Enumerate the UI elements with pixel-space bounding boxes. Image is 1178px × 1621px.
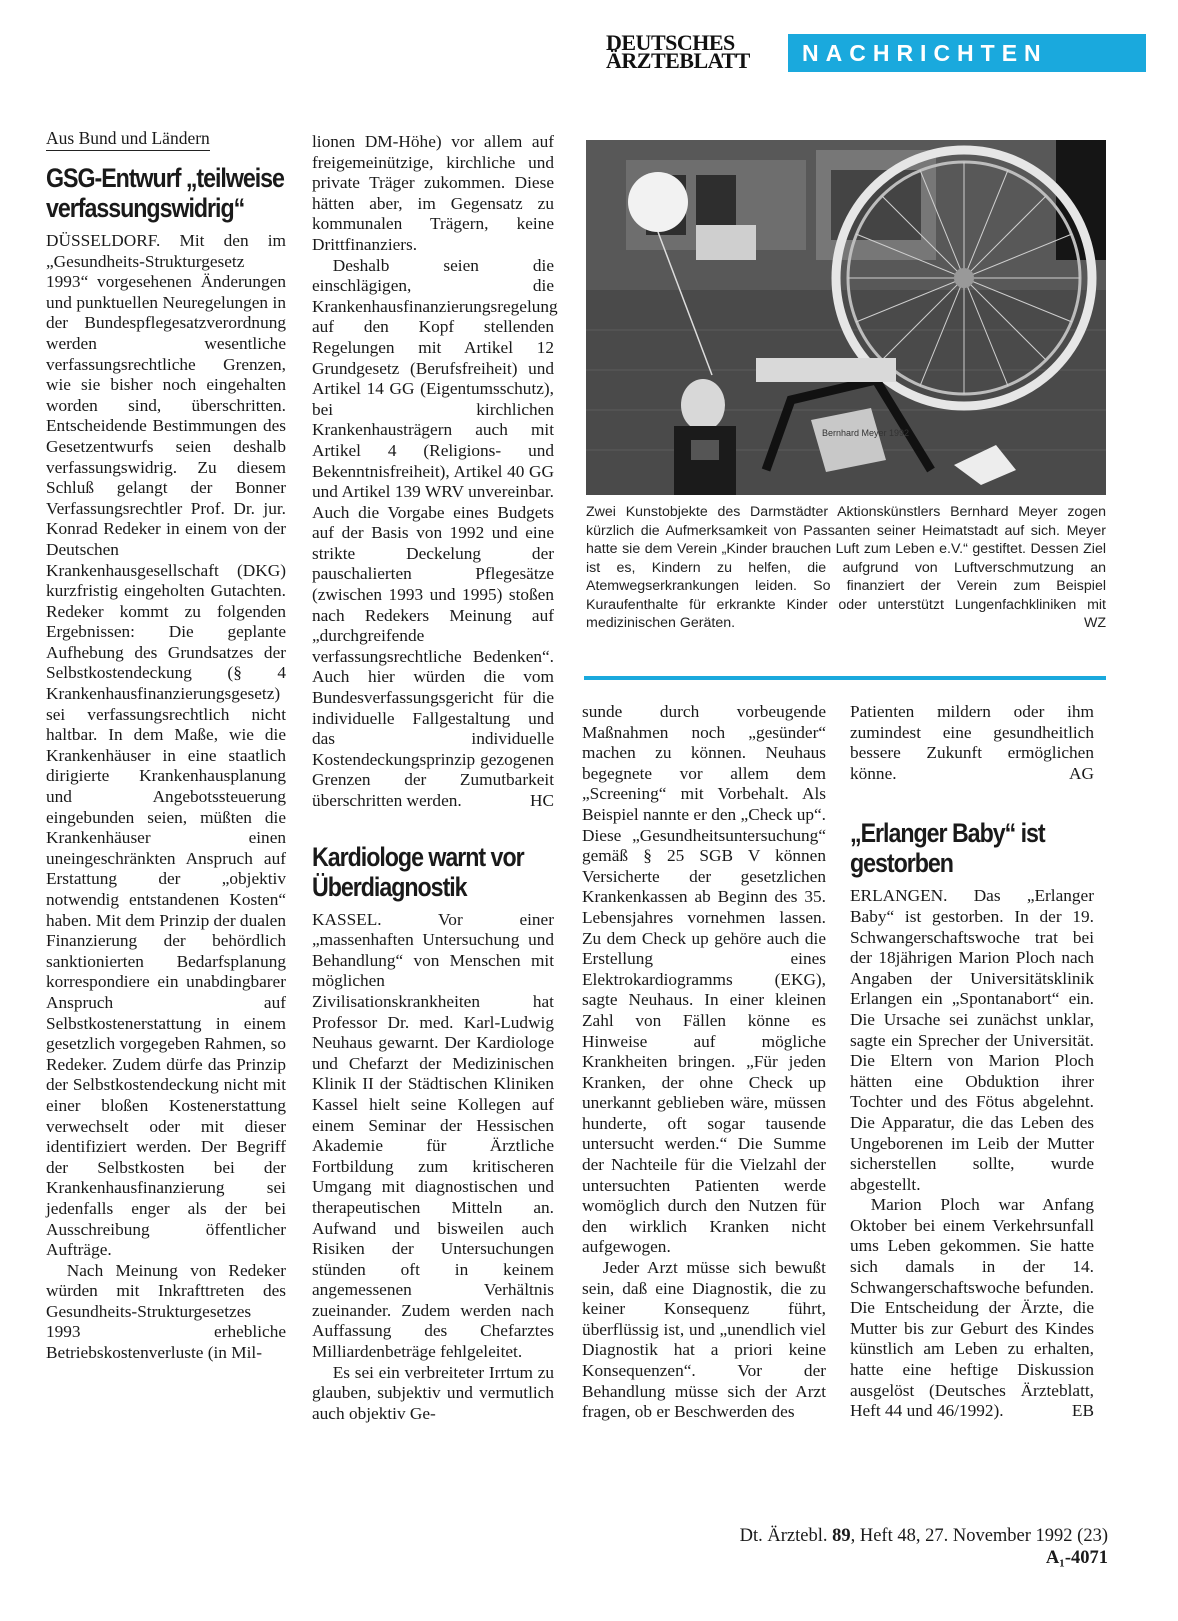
article2-paragraph-3a: Jeder Arzt müsse sich bewußt sein, daß eine Diagnostik, die zu keiner Konsequenz führt, überflüssig ist, und „unendlich viel Diagnostik hat a priori keine Konsequenzen“. Vor der Behandlung müsse sich der Arzt fragen, ob er Beschwerden des (582, 1258, 826, 1422)
article2-paragraph-2a: Es sei ein verbreiteter Irrtum zu glauben, subjektiv und vermutlich auch objektiv Ge- (312, 1362, 554, 1423)
column-1 (46, 127, 286, 1364)
article1-headline: GSG-Entwurf „teilweise verfassungswidrig“ (46, 163, 284, 223)
article2-headline: Kardiologe warnt vor Überdiagnostik (312, 841, 524, 902)
caption-text: Zwei Kunstobjekte des Darmstädter Aktionskünstlers Bernhard Meyer zogen kürzlich die Aufmerksamkeit von Passanten seiner Heimatstadt auf sich. Meyer hatte sie dem Verein „Kinder brauchen Luft zum Leben e.V.“ gestiftet. Dessen Ziel ist es, Kindern zu helfen, die aufgrund von Luftverschmutzung an Atemwegserkrankungen leiden. So finanziert der Verein zum Beispiel Kuraufenthalte für erkrankte Kinder oder unterstützt Lungenfachkliniken mit medizinischen Geräten. (586, 504, 1106, 631)
article2-paragraph-3b: Patienten mildern oder ihm zumindest eine gesundheitlich bessere Zukunft ermöglichen könne. AG (850, 702, 1094, 783)
section-divider (584, 676, 1106, 680)
article2-paragraph-2b: sunde durch vorbeugende Maßnahmen noch „gesünder“ machen zu können. Neuhaus begegnete vor allem dem „Screening“ mit Vorbehalt. Als Beispiel nannte er den „Check up“. Diese „Gesundheitsuntersuchung“ gemäß § 25 SGB V können Versicherte der gesetzlichen Krankenkassen ab Beginn des 35. Lebensjahres vornehmen lassen. Zu dem Check up gehöre auch die Erstellung eines Elektrokardiogramms (EKG), sagte Neuhaus. In einer kleinen Zahl von Fällen könne es Hinweise auf mögliche Krankheiten bringen. „Für jeden Kranken, der ohne Check up unerkannt geblieben wäre, müssen hunderte, oft sogar tausende untersucht werden.“ Die Summe der Nachteile für die Vielzahl der untersuchten Patienten werde womöglich durch den Nutzen für den wirklich Kranken nicht aufgewogen. (582, 702, 826, 1257)
article3-signature: EB (1071, 1401, 1094, 1421)
article2-paragraph-1: KASSEL. Vor einer „massenhaften Untersuchung und Behandlung“ von Menschen mit möglichen Zivilisationskrankheiten hat Professor Dr. med. Karl-Ludwig Neuhaus gewarnt. Der Kardiologe und Chefarzt der Medizinischen Klinik II der Städtischen Kliniken Kassel hielt seine Kollegen auf einem Seminar der Hessischen Akademie für Ärztliche Fortbildung zum kritischeren Umgang mit diagnostischen und therapeutischen Mitteln an. Aufwand und bisweilen auch Risiken der Untersuchungen stünden oft in keinem angemessenen Verhältnis zueinander. Zudem werden nach Auffassung des Chefarztes Milliardenbeträge fehlgeleitet. (312, 909, 554, 1362)
column-2 (312, 132, 558, 1424)
article1-paragraph-2b: lionen DM-Höhe) vor allem auf freigemeinützige, kirchliche und private Träger zukommen. Diese hätten aber, im Gegensatz zu kommunalen Trägern, keine Drittfinanziers. (312, 132, 554, 254)
article3-paragraph-2: Marion Ploch war Anfang Oktober bei einem Verkehrsunfall ums Leben gekommen. Sie hatte sich damals in der 14. Schwangerschaftswoche befunden. Die Entscheidung der Ärzte, die Mutter bis zur Geburt des Kindes künstlich am Leben zu erhalten, hatte eine heftige Diskussion ausgelöst (Deutsches Ärzteblatt, Heft 44 und 46/1992). EB (850, 1195, 1094, 1421)
masthead (606, 30, 1146, 76)
photo-caption (586, 503, 1106, 633)
logo-line-1: DEUTSCHES (606, 30, 735, 55)
article1-paragraph-1: DÜSSELDORF. Mit den im „Gesundheits-Strukturgesetz 1993“ vorgesehenen Änderungen und punktuellen Neuregelungen in der Bundespflegesatzverordnung werden wesentliche verfassungsrechtliche Grenzen, wie sie bisher noch eingehalten worden sind, überschritten. Entscheidende Bestimmungen des Gesetzentwurfs seien deshalb verfassungswidrig. Zu diesem Schluß gelangt der Bonner Verfassungsrechtler Prof. Dr. jur. Konrad Redeker in einem von der Deutschen Krankenhausgesellschaft (DKG) kurzfristig eingeholten Gutachten. Redeker kommt zu folgenden Ergebnissen: Die geplante Aufhebung des Grundsatzes der Selbstkostendeckung (§ 4 Krankenhausfinanzierungsgesetz) sei verfassungsrechtlich nicht haltbar. In dem Maße, wie die Krankenhäuser in eine staatlich dirigierte Krankenhausplanung und Angebotssteuerung eingebunden seien, müßten die Krankenhäuser einen uneingeschränkten Anspruch auf Erstattung der „objektiv notwendig entstandenen Kosten“ haben. Mit dem Prinzip der dualen Finanzierung der behördlich sanktionierten Bedarfsplanung korrespondiere ein unabdingbarer Anspruch auf Selbstkostenerstattung in einem gesetzlich vorgegeben Rahmen, so Redeker. Zudem dürfe das Prinzip der Selbstkostendeckung nicht mit einer bloßen Kostenerstattung verwechselt oder mit dieser identifiziert werden. Der Begriff der Selbstkosten bei der Krankenhausfinanzierung sei jedenfalls enger als der bei Ausschreibung öffentlicher Aufträge. (46, 231, 286, 1260)
journal-logo (606, 30, 776, 73)
logo-line-2: ÄRZTEBLATT (606, 48, 750, 73)
footer-issue-date: , Heft 48, 27. November 1992 (23) (850, 1526, 1108, 1546)
column-3 (582, 702, 826, 1423)
article2-signature: AG (1069, 763, 1094, 783)
article3-paragraph-1: ERLANGEN. Das „Erlanger Baby“ ist gestorben. In der 19. Schwangerschaftswoche trat bei der 18jährigen Marion Ploch nach Angaben der Universitätsklinik Erlangen ein „Spontanabort“ ein. Die Ursache sei zunächst unklar, sagte ein Sprecher der Universität. Die Eltern von Marion Ploch hätten eine Obduktion ihrer Tochter und des Fötus abgelehnt. Die Apparatur, die das Leben des Ungeborenen im Leib der Mutter sicherstellen sollte, wurde abgestellt. (850, 886, 1094, 1194)
article3-headline: „Erlanger Baby“ ist gestorben (850, 818, 1045, 879)
photo-art-object-bicycle-wheel (586, 140, 1106, 495)
footer-volume: 89 (832, 1526, 851, 1546)
article1-paragraph-2a: Nach Meinung von Redeker würden mit Inkrafttreten des Gesundheits-Strukturgesetzes 1993 erhebliche Betriebskostenverluste (in Mil- (46, 1260, 286, 1363)
section-label: Aus Bund und Ländern (46, 127, 210, 151)
article1-signature: HC (529, 791, 554, 810)
section-banner: NACHRICHTEN (788, 34, 1146, 72)
art-sign-label: Bernhard Meyer 1992 (822, 428, 910, 438)
footer-page-number: A₁-4071 (1045, 1548, 1108, 1568)
page-footer (700, 1525, 1108, 1569)
footer-journal: Dt. Ärztebl. (739, 1526, 828, 1546)
caption-signature: WZ (1083, 615, 1106, 631)
column-4 (850, 702, 1094, 1422)
article1-paragraph-3: Deshalb seien die einschlägigen, die Krankenhausfinanzierungsregelung auf den Kopf stellenden Regelungen mit Artikel 12 Grundgesetz (Berufsfreiheit) und Artikel 14 GG (Eigentumsschutz), bei kirchlichen Krankenhausträgern auch mit Artikel 4 (Religions- und Bekenntnisfreiheit), Artikel 40 GG und Artikel 139 WRV unvereinbar. Auch die Vorgabe eines Budgets auf der Basis von 1992 und eine strikte Deckelung der pauschalierten Pflegesätze (zwischen 1993 und 1995) stoßen nach Redekers Meinung auf „durchgreifende verfassungsrechtliche Bedenken“. Auch hier würden die vom Bundesverfassungsgericht für die individuelle Fallgestaltung und das individuelle Kostendeckungsprinzip gezogenen Grenzen der Zumutbarkeit überschritten werden. HC (312, 255, 558, 810)
